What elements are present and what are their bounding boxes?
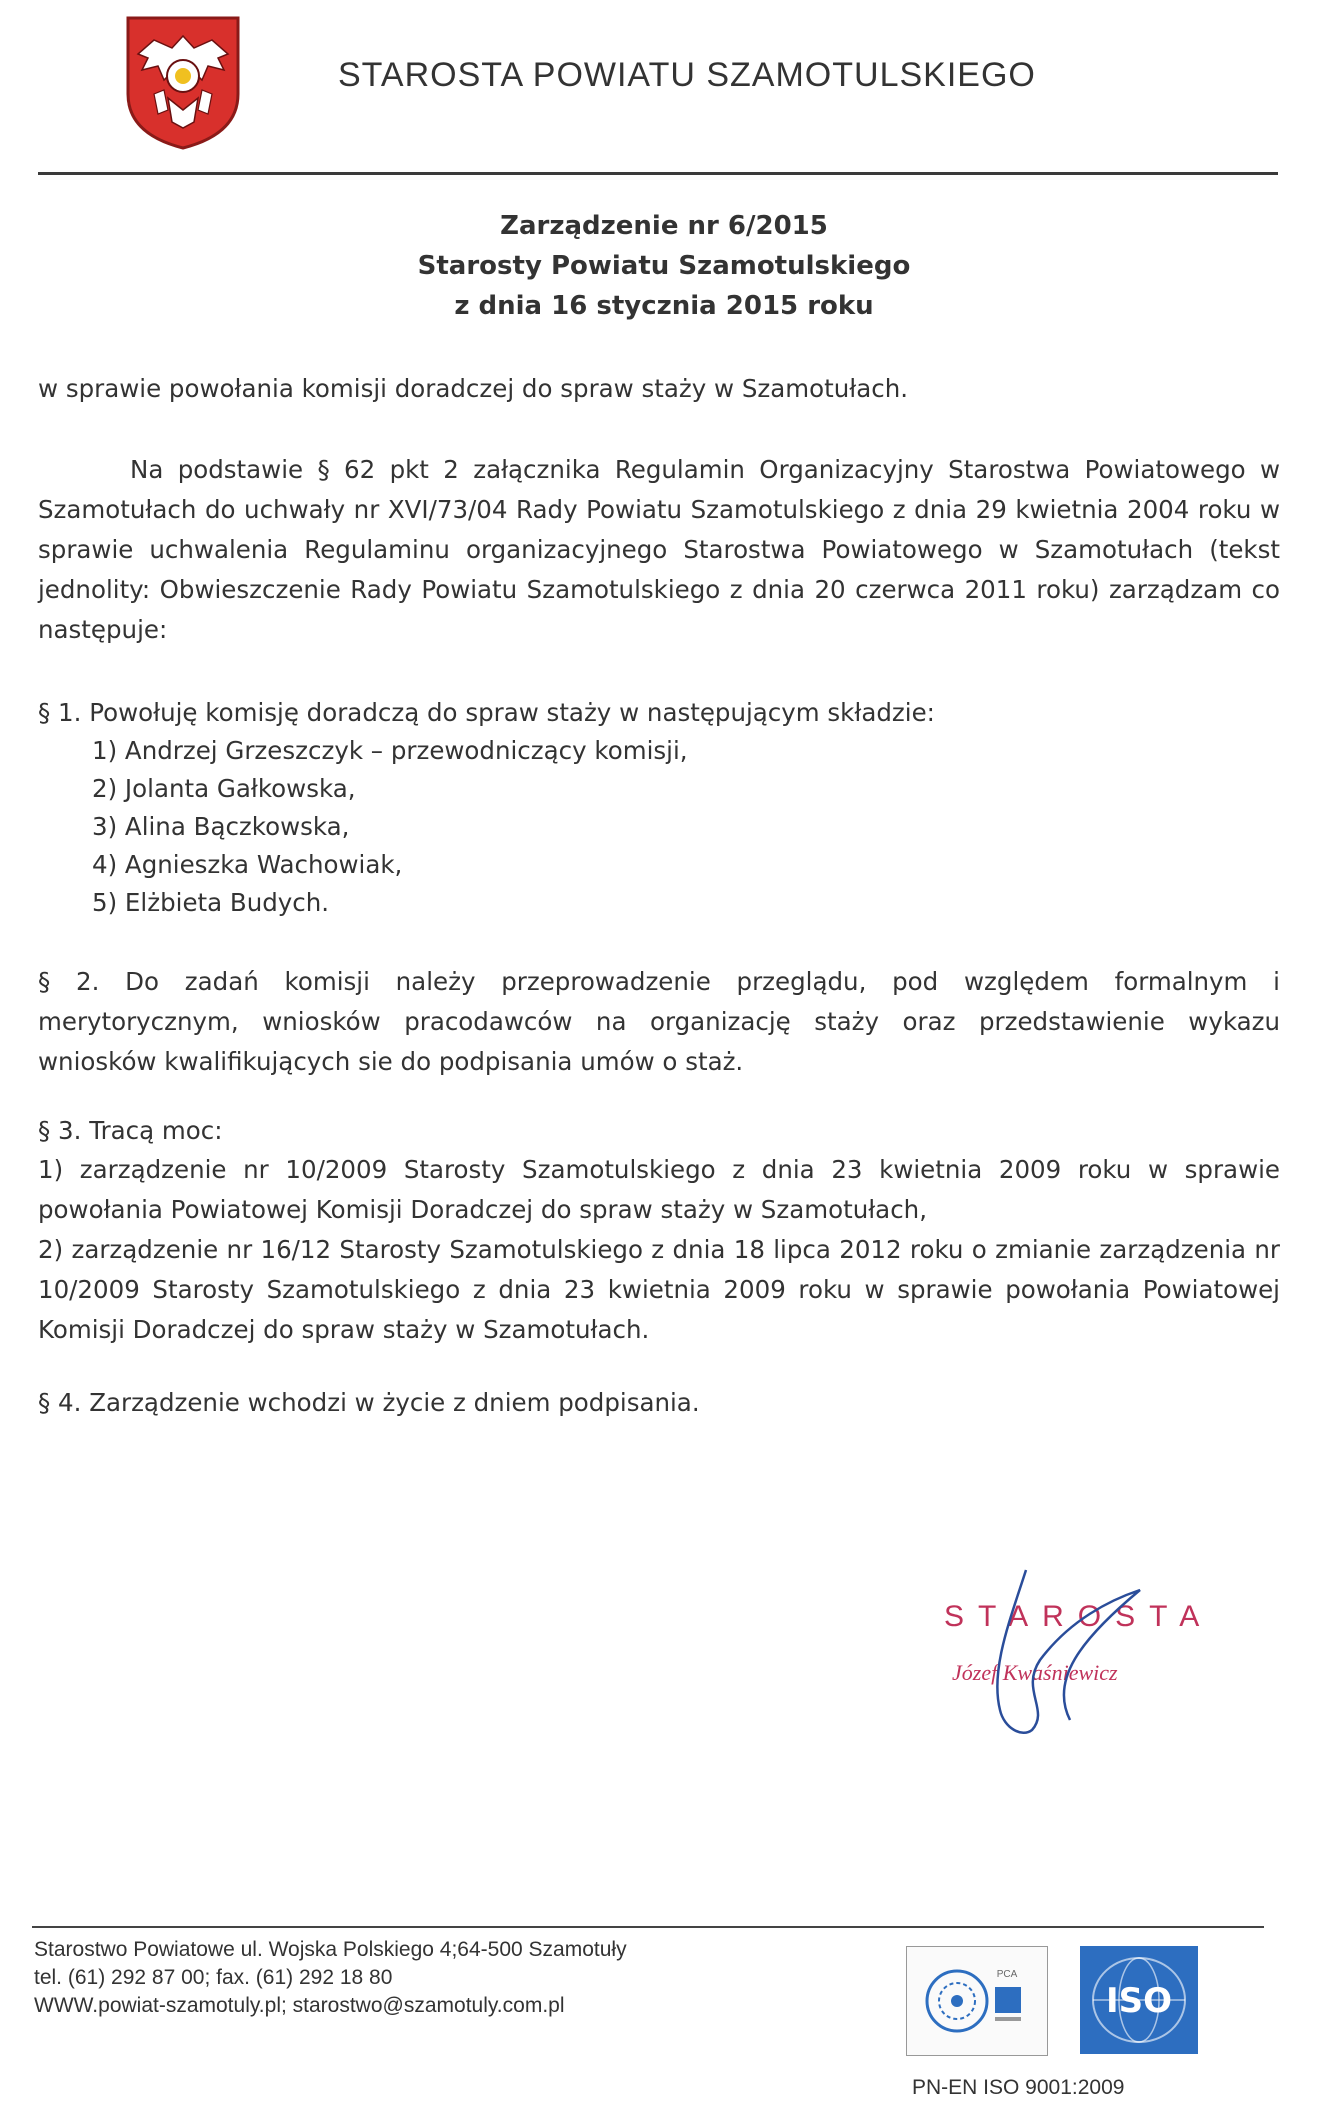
section-3-intro: § 3. Tracą moc: — [38, 1116, 223, 1145]
footer-web-email: WWW.powiat-szamotuly.pl; starostwo@szamotuly.com.pl — [34, 1994, 565, 2017]
footer-phone: tel. (61) 292 87 00; fax. (61) 292 18 80 — [34, 1966, 393, 1989]
stamp-name: Józef Kwaśniewicz — [952, 1660, 1118, 1685]
stamp-title: STAROSTA — [944, 1600, 1214, 1633]
signature-stamp — [930, 1560, 1230, 1750]
certification-logo — [906, 1946, 1048, 2056]
member-list-item: 2) Jolanta Gałkowska, — [92, 774, 356, 803]
footer-divider — [32, 1926, 1264, 1928]
handwritten-signature — [997, 1570, 1140, 1733]
document-title: Zarządzenie nr 6/2015 — [500, 211, 828, 241]
footer-address: Starostwo Powiatowe ul. Wojska Polskiego 4;64-500 Szamotuły — [34, 1938, 627, 1961]
iso-text: ISO — [1105, 1981, 1173, 2021]
iso-globe-icon — [1080, 1946, 1198, 2054]
iso-logo — [1080, 1946, 1198, 2054]
document-issuer: Starosty Powiatu Szamotulskiego — [417, 251, 911, 281]
document-date: z dnia 16 stycznia 2015 roku — [454, 291, 874, 321]
member-list-item: 5) Elżbieta Budych. — [92, 888, 330, 917]
pca-label: PCA — [996, 1969, 1018, 1980]
header-divider — [38, 172, 1278, 175]
document-title-block — [0, 206, 1328, 326]
member-list-item: 4) Agnieszka Wachowiak, — [92, 850, 403, 879]
section-3-item-1: 1) zarządzenie nr 10/2009 Starosty Szamotulskiego z dnia 23 kwietnia 2009 roku w sprawie powołania Powiatowej Komisji Doradczej do spraw staży w Szamotułach, — [38, 1155, 1280, 1224]
iso-standard-caption: PN-EN ISO 9001:2009 — [912, 2076, 1125, 2099]
section-4-paragraph: § 4. Zarządzenie wchodzi w życie z dniem podpisania. — [38, 1388, 700, 1417]
certification-emblem-icon — [907, 1947, 1047, 2055]
header-title: STAROSTA POWIATU SZAMOTULSKIEGO — [338, 56, 1036, 94]
section-3-item-2: 2) zarządzenie nr 16/12 Starosty Szamotulskiego z dnia 18 lipca 2012 roku o zmianie zarządzenia nr 10/2009 Starosty Szamotulskiego z dnia 23 kwietnia 2009 roku w sprawie powołania Powiatowej Komisji Doradczej do spraw staży w Szamotułach. — [38, 1235, 1280, 1344]
preamble-paragraph: Na podstawie § 62 pkt 2 załącznika Regulamin Organizacyjny Starostwa Powiatowego w Szamotułach do uchwały nr XVI/73/04 Rady Powiatu Szamotulskiego z dnia 29 kwietnia 2004 roku w sprawie uchwalenia Regulaminu organizacyjnego Starostwa Powiatowego w Szamotułach (tekst jednolity: Obwieszczenie Rady Powiatu Szamotulskiego z dnia 20 czerwca 2011 roku) zarządzam co następuje: — [38, 455, 1280, 644]
section-2-paragraph: § 2. Do zadań komisji należy przeprowadzenie przeglądu, pod względem formalnym i merytorycznym, wniosków pracodawców na organizację staży oraz przedstawienie wykazu wniosków kwalifikujących sie do podpisania umów o staż. — [38, 967, 1280, 1076]
section-1-intro: § 1. Powołuję komisję doradczą do spraw staży w następującym składzie: — [38, 698, 935, 727]
coat-of-arms-eagle-icon — [124, 14, 242, 150]
document-subject: w sprawie powołania komisji doradczej do spraw staży w Szamotułach. — [38, 374, 909, 403]
member-list-item: 1) Andrzej Grzeszczyk – przewodniczący komisji, — [92, 736, 688, 765]
member-list-item: 3) Alina Bączkowska, — [92, 812, 350, 841]
